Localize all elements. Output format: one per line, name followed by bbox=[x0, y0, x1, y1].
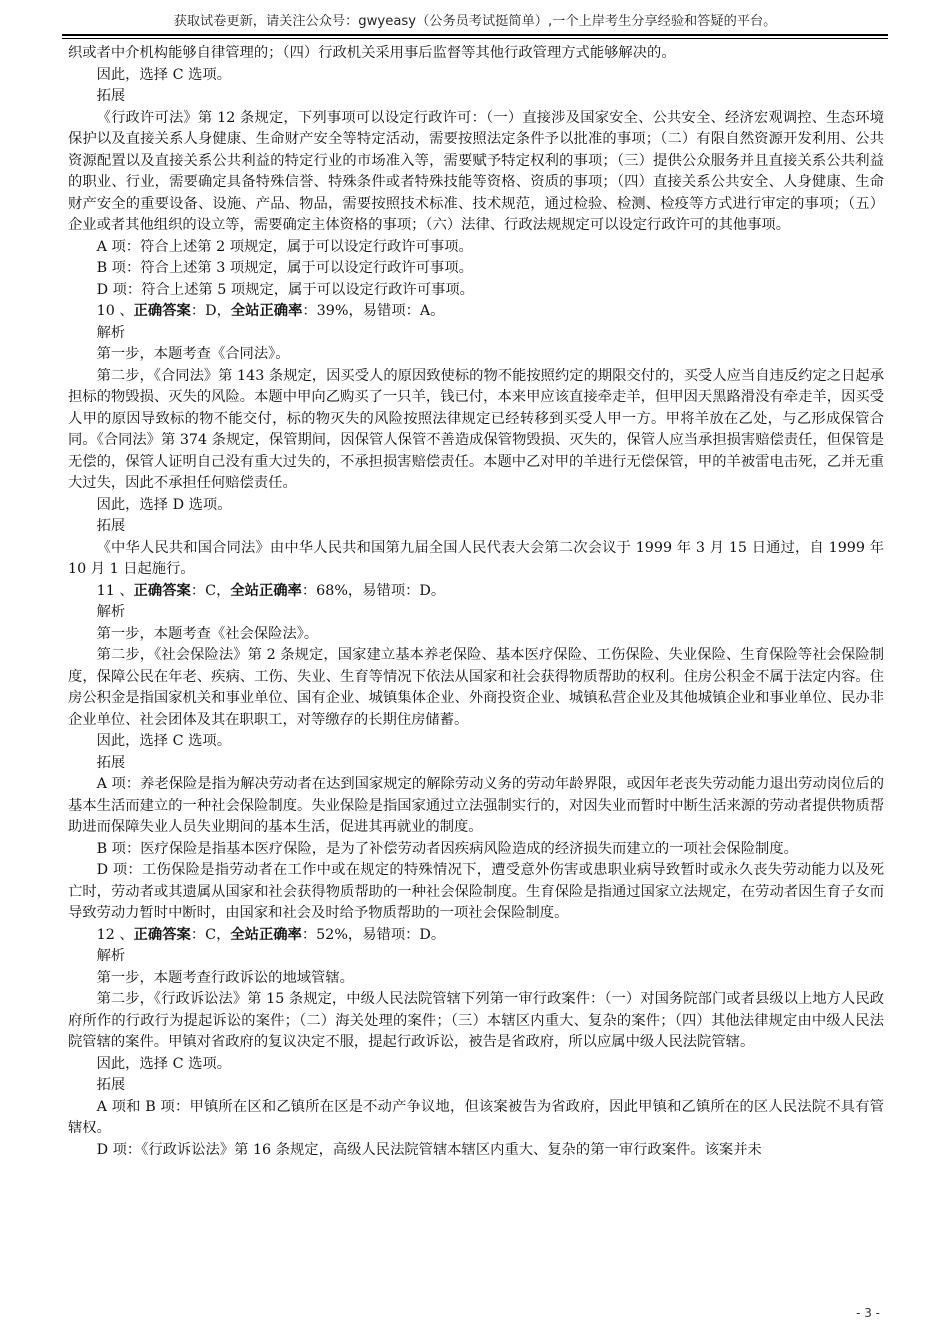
paragraph: 因此，选择 C 选项。 bbox=[96, 733, 231, 749]
header-rule-thick bbox=[62, 34, 888, 36]
paragraph: 第二步，《行政诉讼法》第 15 条规定，中级人民法院管辖下列第一审行政案件：（一）对国务院部门或者县级以上地方人民政府所作的行政行为提起诉讼的案件；（二）海关处理的案件；（三）本辖区内重大、复杂的案件；（四）其他法律规定由中级人民法院管辖的案件。甲镇对省政府的复议决定不服，提起行政诉讼，被告是省政府，所以应属中级人民法院管辖。 bbox=[68, 991, 884, 1050]
paragraph: A 项：养老保险是指为解决劳动者在达到国家规定的解除劳动义务的劳动年龄界限，或因年老丧失劳动能力退出劳动岗位后的基本生活而建立的一种社会保险制度。失业保险是指国家通过立法强制实行的，对因失业而暂时中断生活来源的劳动者提供物质帮助进而保障失业人员失业期间的基本生活，促进其再就业的制度。 bbox=[68, 776, 884, 835]
paragraph: 第一步，本题考查《合同法》。 bbox=[96, 346, 290, 362]
paragraph: 《行政许可法》第 12 条规定，下列事项可以设定行政许可：（一）直接涉及国家安全、公共安全、经济宏观调控、生态环境保护以及直接关系人身健康、生命财产安全等特定活动，需要按照法定条件予以批准的事项；（二）有限自然资源开发利用、公共资源配置以及直接关系公共利益的特定行业的市场准入等，需要赋予特定权利的事项；（三）提供公众服务并且直接关系公共利益的职业、行业，需要确定具备特殊信誉、特殊条件或者特殊技能等资格、资质的事项；（四）直接关系公共安全、人身健康、生命财产安全的重要设备、设施、产品、物品，需要按照技术标准、技术规范，通过检验、检测、检疫等方式进行审定的事项；（五）企业或者其他组织的设立等，需要确定主体资格的事项；（六）法律、行政法规规定可以设定行政许可的其他事项。 bbox=[68, 109, 884, 233]
paragraph: 因此，选择 C 选项。 bbox=[96, 66, 231, 83]
paragraph: 解析 bbox=[96, 948, 126, 964]
paragraph: D 项：符合上述第 5 项规定，属于可以设定行政许可事项。 bbox=[96, 281, 474, 298]
paragraph: 第二步，《合同法》第 143 条规定，因买受人的原因致使标的物不能按照约定的期限交付的，买受人应当自违反约定之日起承担标的物毁损、灭失的风险。本题中甲向乙购买了一只羊，钱已付，本来甲应该直接牵走羊，但甲因天黑路滑没有牵走羊，因买受人甲的原因导致标的物不能交付，标的物灭失的风险按照法律规定已经转移到买受人甲一方。甲将羊放在乙处，与乙形成保管合同。《合同法》第 374 条规定，保管期间，因保管人保管不善造成保管物毁损、灭失的，保管人应当承担损害赔偿责任，但保管是无偿的，保管人证明自己没有重大过失的，不承担损害赔偿责任。本题中乙对甲的羊进行无偿保管，甲的羊被雷电击死，乙并无重大过失，因此不承担任何赔偿责任。 bbox=[68, 367, 884, 491]
paragraph: 第二步，《社会保险法》第 2 条规定，国家建立基本养老保险、基本医疗保险、工伤保险、失业保险、生育保险等社会保险制度，保障公民在年老、疾病、工伤、失业、生育等情况下依法从国家和社会获得物质帮助的权利。住房公积金不属于法定内容。住房公积金是指国家机关和事业单位、国有企业、城镇集体企业、外商投资企业、城镇私营企业及其他城镇企业和事业单位、民办非企业单位、社会团体及其在职职工，对等缴存的长期住房储蓄。 bbox=[68, 647, 884, 728]
paragraph: 因此，选择 C 选项。 bbox=[96, 1055, 231, 1072]
paragraph: 《中华人民共和国合同法》由中华人民共和国第九届全国人民代表大会第二次会议于 1999 年 3 月 15 日通过，自 1999 年 10 月 1 日起施行。 bbox=[68, 539, 884, 577]
answer-line: 10 、正确答案：D，全站正确率：39%，易错项：A。 bbox=[96, 303, 445, 319]
paragraph: 拓展 bbox=[96, 88, 126, 104]
paragraph: 解析 bbox=[96, 324, 126, 341]
paragraph: B 项：医疗保险是指基本医疗保险，是为了补偿劳动者因疾病风险造成的经济损失而建立的一项社会保险制度。 bbox=[96, 840, 798, 857]
answer-line: 11 、正确答案：C，全站正确率：68%，易错项：D。 bbox=[96, 582, 446, 599]
page-number: - 3 - bbox=[856, 1306, 880, 1320]
paragraph: B 项：符合上述第 3 项规定，属于可以设定行政许可事项。 bbox=[96, 260, 473, 276]
paragraph: 第一步，本题考查《社会保险法》。 bbox=[96, 625, 319, 642]
paragraph: 拓展 bbox=[96, 754, 126, 771]
paragraph: A 项：符合上述第 2 项规定，属于可以设定行政许可事项。 bbox=[96, 238, 473, 255]
paragraph: 拓展 bbox=[96, 1077, 126, 1093]
paragraph: 因此，选择 D 选项。 bbox=[96, 496, 232, 513]
paragraph: 解析 bbox=[96, 604, 126, 620]
paragraph: D 项：《行政诉讼法》第 16 条规定，高级人民法院管辖本辖区内重大、复杂的第一审行政案件。该案并未 bbox=[96, 1141, 762, 1158]
paragraph: 第一步，本题考查行政诉讼的地域管辖。 bbox=[96, 969, 354, 986]
paragraph: 拓展 bbox=[96, 518, 126, 534]
header-rule-thin bbox=[62, 38, 888, 39]
paragraph: D 项：工伤保险是指劳动者在工作中或在规定的特殊情况下，遭受意外伤害或患职业病导致暂时或永久丧失劳动能力以及死亡时，劳动者或其遗属从国家和社会获得物质帮助的一种社会保险制度。生育保险是指通过国家立法规定，在劳动者因生育子女而导致劳动力暂时中断时，由国家和社会及时给予物质帮助的一项社会保险制度。 bbox=[68, 862, 884, 921]
paragraph: 织或者中介机构能够自律管理的；（四）行政机关采用事后监督等其他行政管理方式能够解决的。 bbox=[68, 45, 676, 61]
document-body bbox=[68, 43, 884, 1161]
answer-line: 12 、正确答案：C，全站正确率：52%，易错项：D。 bbox=[96, 926, 446, 943]
page-header: 获取试卷更新，请关注公众号：gwyeasy（公务员考试挺简单）,一个上岸考生分享经验和答疑的平台。 bbox=[173, 14, 777, 29]
paragraph: A 项和 B 项：甲镇所在区和乙镇所在区是不动产争议地，但该案被告为省政府，因此甲镇和乙镇所在的区人民法院不具有管辖权。 bbox=[68, 1098, 884, 1136]
